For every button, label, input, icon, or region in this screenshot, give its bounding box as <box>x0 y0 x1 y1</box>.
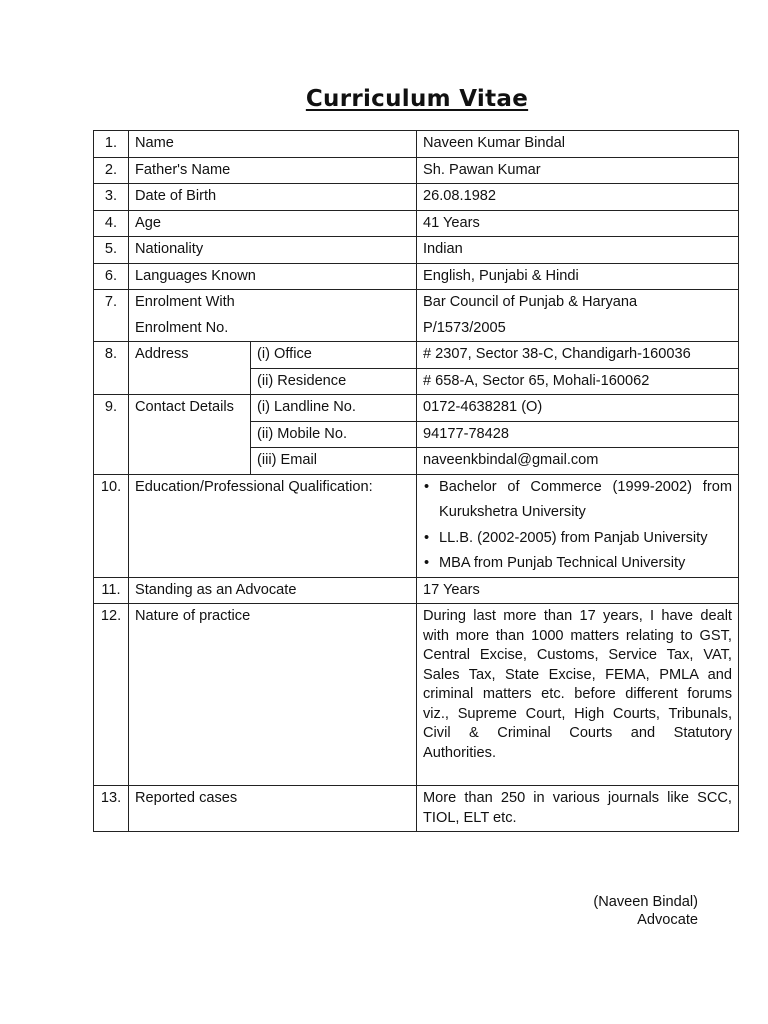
enrolment-with-value: Bar Council of Punjab & Haryana <box>423 294 638 310</box>
sub-label: (iii) Email <box>251 448 417 475</box>
field-value: # 2307, Sector 38-C, Chandigarh-160036 <box>417 342 739 369</box>
qualification-list <box>423 475 732 577</box>
table-row <box>94 604 739 786</box>
signature-designation: Advocate <box>637 912 698 928</box>
field-value: 26.08.1982 <box>417 184 739 211</box>
field-value: 17 Years <box>417 577 739 604</box>
row-number: 12. <box>94 604 129 786</box>
row-number: 8. <box>94 342 129 395</box>
row-number: 10. <box>94 474 129 577</box>
list-item: • MBA from Punjab Technical University <box>423 551 732 577</box>
field-value: More than 250 in various journals like SCC, TIOL, ELT etc. <box>417 786 739 832</box>
field-value: Indian <box>417 237 739 264</box>
table-row <box>94 290 739 342</box>
table-row <box>94 131 739 158</box>
table-row <box>94 786 739 832</box>
field-label: Reported cases <box>129 786 417 832</box>
field-label: Languages Known <box>129 263 417 290</box>
row-number: 11. <box>94 577 129 604</box>
cv-table <box>93 130 739 832</box>
enrolment-no-label: Enrolment No. <box>135 319 229 336</box>
field-label <box>129 290 417 342</box>
table-row <box>94 263 739 290</box>
field-value: English, Punjabi & Hindi <box>417 263 739 290</box>
sub-label: (i) Office <box>251 342 417 369</box>
field-value: Naveen Kumar Bindal <box>417 131 739 158</box>
row-number: 7. <box>94 290 129 342</box>
row-number: 5. <box>94 237 129 264</box>
field-label: Date of Birth <box>129 184 417 211</box>
enrolment-no-value: P/1573/2005 <box>423 319 506 336</box>
row-number: 4. <box>94 210 129 237</box>
row-number: 3. <box>94 184 129 211</box>
row-number: 6. <box>94 263 129 290</box>
field-value: 94177-78428 <box>417 421 739 448</box>
row-number: 2. <box>94 157 129 184</box>
field-value <box>417 290 739 342</box>
table-row <box>94 237 739 264</box>
field-label: Nature of practice <box>129 604 417 786</box>
field-label: Age <box>129 210 417 237</box>
field-label: Contact Details <box>129 395 251 475</box>
table-row <box>94 395 739 422</box>
table-row <box>94 577 739 604</box>
table-row <box>94 184 739 211</box>
signature-block <box>593 893 698 929</box>
sub-label: (ii) Residence <box>251 368 417 395</box>
table-row <box>94 157 739 184</box>
row-number: 9. <box>94 395 129 475</box>
field-label: Father's Name <box>129 157 417 184</box>
table-row <box>94 342 739 369</box>
field-label: Education/Professional Qualification: <box>129 474 417 577</box>
row-number: 1. <box>94 131 129 158</box>
field-label: Address <box>129 342 251 395</box>
field-value: 41 Years <box>417 210 739 237</box>
field-label: Name <box>129 131 417 158</box>
table-row <box>94 474 739 577</box>
field-value: Sh. Pawan Kumar <box>417 157 739 184</box>
sub-label: (ii) Mobile No. <box>251 421 417 448</box>
sub-label: (i) Landline No. <box>251 395 417 422</box>
row-number: 13. <box>94 786 129 832</box>
field-label: Standing as an Advocate <box>129 577 417 604</box>
field-value: During last more than 17 years, I have dealt with more than 1000 matters relating to GST, Central Excise, Customs, Service Tax, VAT, Sales Tax, State Excise, FEMA, PMLA and criminal matters etc. before different forums viz., Supreme Court, High Courts, Tribunals, Civil & Criminal Courts and Statutory Authorities. <box>417 604 739 786</box>
field-value <box>417 474 739 577</box>
enrolment-with-label: Enrolment With <box>135 294 235 310</box>
email-value: naveenkbindal@gmail.com <box>417 448 739 475</box>
document-title: Curriculum Vitae <box>305 86 529 112</box>
list-item: • LL.B. (2002-2005) from Panjab University <box>423 526 732 552</box>
table-row <box>94 210 739 237</box>
list-item: • Bachelor of Commerce (1999-2002) from Kurukshetra University <box>423 475 732 526</box>
field-value: # 658-A, Sector 65, Mohali-160062 <box>417 368 739 395</box>
field-value: 0172-4638281 (O) <box>417 395 739 422</box>
field-label: Nationality <box>129 237 417 264</box>
signature-name: (Naveen Bindal) <box>593 894 698 910</box>
